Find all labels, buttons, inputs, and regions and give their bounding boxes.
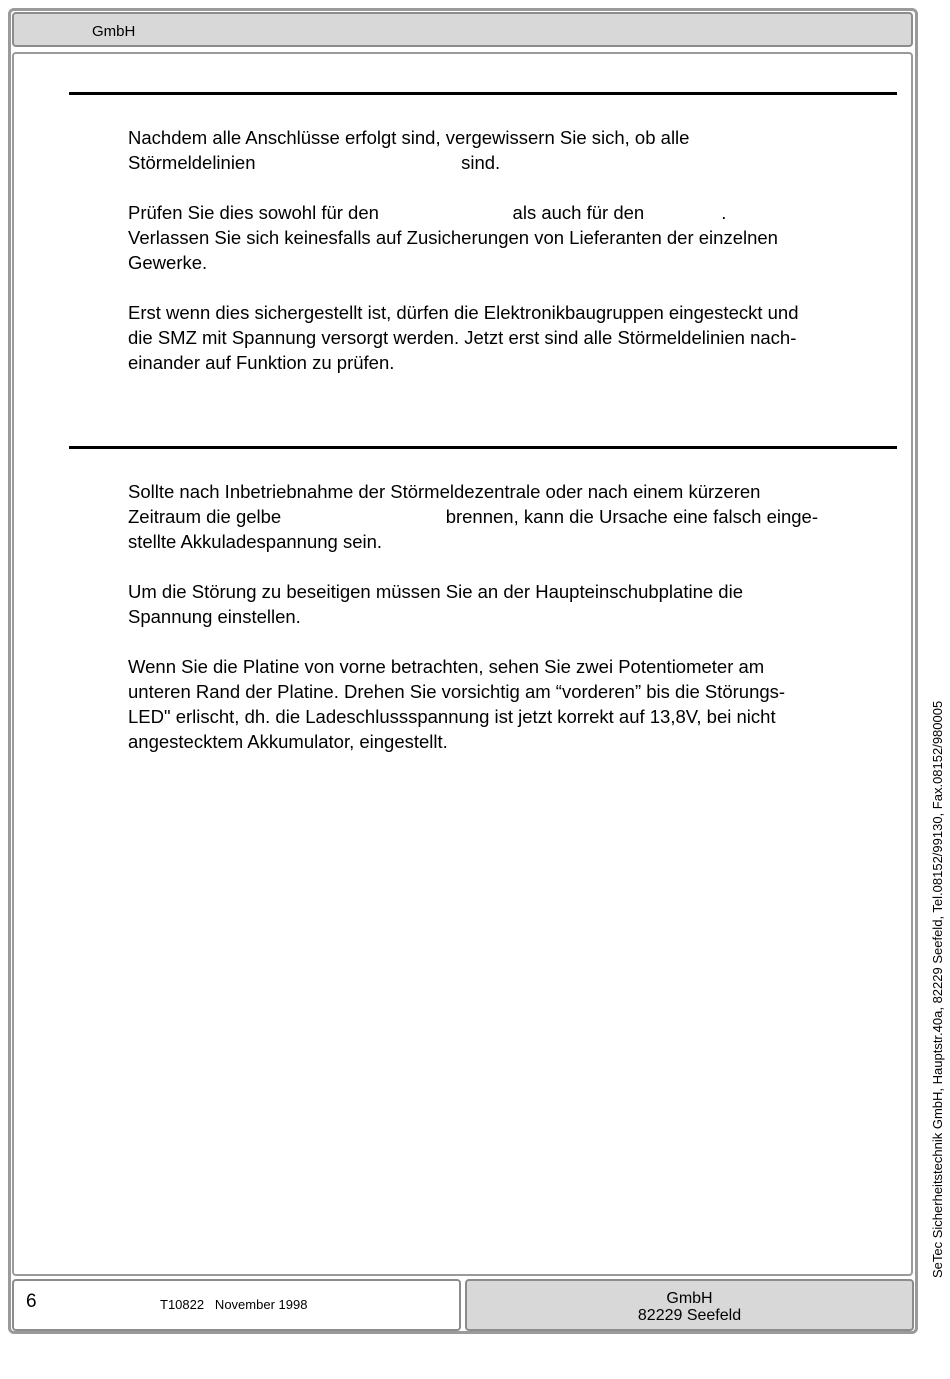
footer-address: 82229 Seefeld	[637, 1307, 742, 1324]
footer-company: GmbH	[666, 1290, 713, 1307]
page-number: 6	[26, 1291, 37, 1312]
section-divider-middle	[69, 446, 897, 449]
section-commissioning	[128, 125, 898, 400]
header-bar	[12, 12, 913, 47]
paragraph: Wenn Sie die Platine von vorne betrachten, sehen Sie zwei Potentiometer am unteren Rand der Platine. Drehen Sie vorsichtig am “vorderen” bis die Störungs- LED" erlischt, dh. die Ladeschlussspannung ist jetzt korrekt auf 13,8V, bei nicht angestecktem Akkumulator, eingestellt.	[128, 656, 786, 752]
vertical-imprint: SeTec Sicherheitstechnik GmbH, Hauptstr.40a, 82229 Seefeld, Tel.08152/99130, Fax.08152/980005	[930, 700, 945, 1278]
paragraph: Nachdem alle Anschlüsse erfolgt sind, vergewissern Sie sich, ob alle Störmeldelinien sind.	[128, 127, 690, 173]
section-divider-top	[69, 92, 897, 95]
paragraph: Sollte nach Inbetriebnahme der Störmeldezentrale oder nach einem kürzeren Zeitraum die gelbe brennen, kann die Ursache eine falsch einge- stellte Akkuladespannung sein.	[128, 481, 818, 552]
footer-left-panel	[12, 1279, 461, 1331]
section-battery-voltage	[128, 479, 898, 779]
document-reference: T10822 November 1998	[160, 1297, 308, 1312]
footer-right-panel	[465, 1279, 914, 1331]
paragraph: Um die Störung zu beseitigen müssen Sie an der Haupteinschubplatine die Spannung einstellen.	[128, 581, 743, 627]
paragraph: Prüfen Sie dies sowohl für den als auch für den . Verlassen Sie sich keinesfalls auf Zusicherungen von Lieferanten der einzelnen Gewerke.	[128, 202, 778, 273]
header-company: GmbH	[92, 23, 136, 40]
paragraph: Erst wenn dies sichergestellt ist, dürfen die Elektronikbaugruppen eingesteckt und die SMZ mit Spannung versorgt werden. Jetzt erst sind alle Störmeldelinien nach- einander auf Funktion zu prüfen.	[128, 302, 799, 373]
